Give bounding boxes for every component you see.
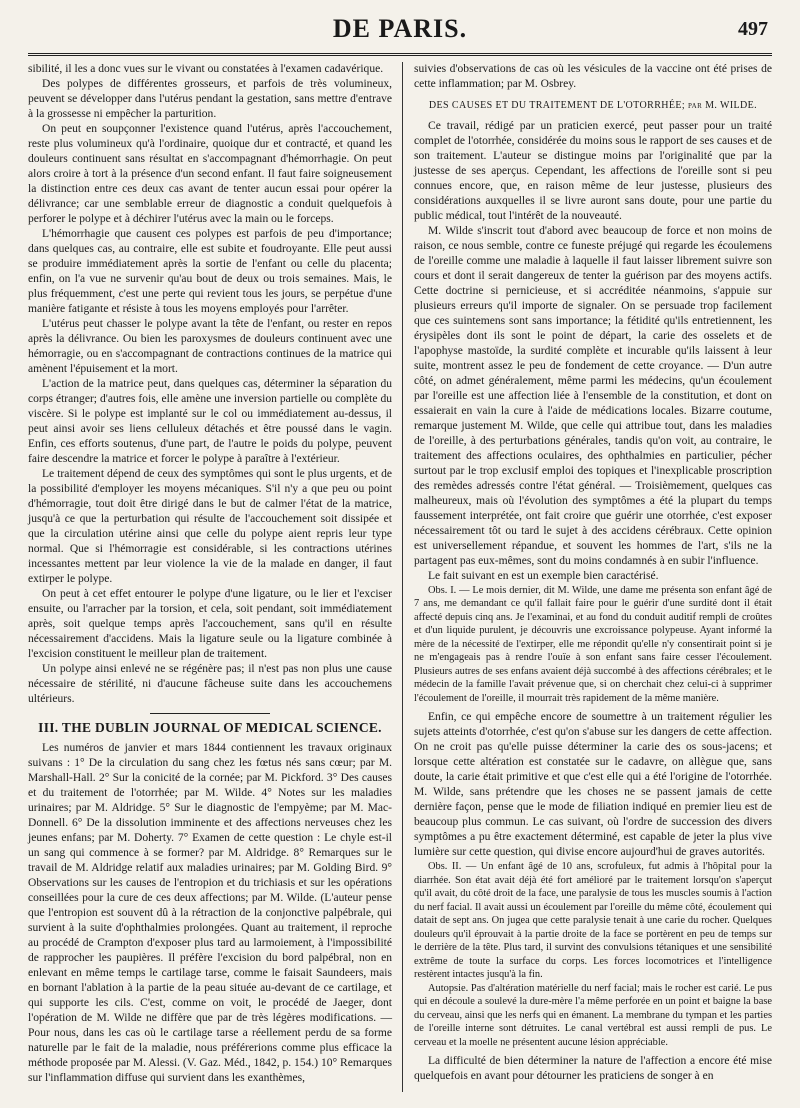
section-heading: III. THE DUBLIN JOURNAL OF MEDICAL SCIENCE. [38,720,382,735]
page-title: DE PARIS. [332,14,468,43]
paragraph: Enfin, ce qui empêche encore de soumettre à un traitement régulier les sujets atteints d'otorrhée, c'est qu'on s'abuse sur les dangers de cette affection. On ne croit pas qu'elle puisse déterminer la carie des os sous-jacens; et lorsque cette altération est constatée sur le cadavre, on allègue que, sans doute, la carie était primitive et que c'est elle qui a été l'origine de l'otorrhée. M. Wilde, sans prétendre que les choses ne se passent jamais de cette dernière façon, pense que le mode de filiation indiqué en premier lieu est de beaucoup plus commun. Le cas suivant, où l'ordre de succession des divers symptômes a pu être exactement déterminé, est capable de jeter la plus vive lumière sur cette question, qui divise encore aujourd'hui de graves autorités. [414,711,772,859]
observation-1: Obs. I. — Le mois dernier, dit M. Wilde, une dame me présenta son enfant âgé de 7 ans, me demandant ce qu'il fallait faire pour le guérir d'une surdité dont il était affecté depuis cinq ans. Je l'examinai, et au fond du conduit auditif rempli de croûtes et d'un liquide purulent, je découvris une excroissance polypeuse. Ayant informé la mère de la nécessité de l'extirper, elle me répondit qu'elle n'y consentirait point si je ne m'engageais pas à rendre l'ouïe à son enfant sans faire cesser l'écoulement. Plusieurs autres de ses enfans avaient déjà succombé à des affections cérébrales; et le médecin de la famille l'avait prévenue que, si on cherchait chez celui-ci à supprimer l'écoulement de l'oreille, il mourrait très rapidement de la même manière. [414,585,772,704]
paragraph: Les numéros de janvier et mars 1844 contiennent les travaux originaux suivans : 1° De la circulation du sang chez les fœtus nés sans cœur; par M. Marshall-Hall. 2° Sur la conicité de la cornée; par M. Pickford. 3° Des causes et du traitement de l'otorrhée; par M. Wilde. 4° Notes sur les maladies urinaires; par M. Aldridge. 5° Sur le diagnostic de l'empyème; par M. Mac-Donnell. 6° De la dissolution imminente et des affections nerveuses chez les jeunes enfans; par M. Doherty. 7° Examen de cette question : Le chyle est-il un sang qui commence à se former? par M. Aldridge. 8° Remarques sur le travail de M. Aldridge relatif aux maladies urinaires; par M. Golding Bird. 9° Observations sur les causes de l'entropion et du trichiasis et sur les opérations conseillées pour la cure de ces deux affections; par M. Wilde. (L'auteur pense que l'entropion est souvent dû à la rétraction de la conjonctive palpébrale, qui survient à la suite d'ophthalmies prolongées. Quant au traitement, il reproche au procédé de Crampton d'exposer plus tard au larmoiement, à l'impossibilité de rapprocher les paupières. Il préfère l'excision du bord palpébral, non en enlevant en même temps le cartilage tarse, comme le faisait Saundeers, mais en bornant l'ablation à la partie de la peau située au-devant de ce cartilage, et qui supporte les cils. C'est, comme on voit, le procédé de Jaeger, dont l'opération de M. Wilde ne diffère que par de très légères modifications. — Pour nous, dans les cas où le cartilage tarse a réellement perdu de sa forme naturelle par le fait de la maladie, nous préférerions comme plus efficace la méthode proposée par M. Alessi. (V. Gaz. Méd., 1842, p. 154.) 10° Remarques sur l'inflammation diffuse qui survient dans les exanthèmes, [28,742,392,1084]
page-header [28,10,772,56]
left-column [28,62,392,1086]
article-subtitle: DES CAUSES ET DU TRAITEMENT DE L'OTORRHÉE; par M. WILDE. [428,100,758,111]
page-number: 497 [738,18,768,40]
paragraph: sibilité, il les a donc vues sur le vivant ou constatées à l'examen cadavérique. [28,63,384,75]
right-column [414,62,772,1084]
autopsy-note: Autopsie. Pas d'altération matérielle du nerf facial; mais le rocher est carié. Le pus qui en découle a soulevé la dure-mère l'a même perforée en un point et baigne la base du cerveau, ainsi que les nerfs qui en émanent. La membrane du tympan et les parties de l'oreille interne sont détruites. Le canal vertébral est aussi rempli de pus. Le cerveau et la moelle ne présentent aucune lésion appréciable. [414,982,772,1048]
paragraph: Des polypes de différentes grosseurs, et parfois de très volumineux, peuvent se développer dans l'utérus pendant la gestation, sans mettre d'entrave à la grossesse ni empêcher la parturition. [28,78,392,120]
paragraph: L'action de la matrice peut, dans quelques cas, déterminer la séparation du corps étranger; d'autres fois, elle amène une inversion partielle ou complète du viscère. Si le polype est implanté sur le col ou immédiatement au-dessus, il peut ainsi avoir ses liens celluleux détachés et être poussé dans le vagin. Enfin, ces efforts soutenus, d'une part, de l'autre le poids du polype, peuvent faire descendre la matrice et forcer le polype à paraître à l'extérieur. [28,378,392,465]
paragraph: On peut en soupçonner l'existence quand l'utérus, après l'accouchement, reste plus volumineux qu'à l'ordinaire, quoique dur et contracté, et quand les douleurs continuent sans résultat en s'accompagnant d'hémorrhagie. On peut alors croire à tort à la présence d'un second enfant. Il faut faire soigneusement la distinction entre ces deux cas avant de tenter aucun essai pour opérer la délivrance; car une semblable erreur de diagnostic a conduit quelquefois à perforer le polype et à déchirer l'utérus avec la main ou le forceps. [28,123,392,225]
paragraph: suivies d'observations de cas où les vésicules de la vaccine ont été prises de cette inflammation; par M. Osbrey. [414,63,772,90]
paragraph: L'hémorrhagie que causent ces polypes est parfois de peu d'importance; dans quelques cas, au contraire, elle est subite et foudroyante. Elle peut aussi se produire immédiatement après la sortie de l'enfant ou celle du placenta; enfin, on l'a vue ne survenir qu'au bout de deux ou trois semaines. Mais, le plus fréquemment, c'est une perte qui revient tous les jours, se perpétue d'une manière fatigante et résiste à tous les moyens employés pour l'arrêter. [28,228,392,315]
paragraph: On peut à cet effet entourer le polype d'une ligature, ou le lier et l'exciser ensuite, ou l'arracher par la torsion, et cela, soit pendant, soit immédiatement après, soit quelque temps après l'accouchement, sans qu'il en résulte nécessairement d'accidens. Mais la ligature seule ou la ligature combinée à l'excision constituent le meilleur plan de traitement. [28,588,392,660]
paragraph: M. Wilde s'inscrit tout d'abord avec beaucoup de force et non moins de raison, ce nous semble, contre ce funeste préjugé qui regarde les écoulemens de l'oreille comme une maladie à laquelle il faut laisser librement suivre son cours et dont il serait dangereux de tenter la guérison par des moyens actifs. Cette doctrine si pernicieuse, et si accréditée néanmoins, s'appuie sur plusieurs erreurs qu'il importe de signaler. On se persuade trop facilement que ces suintemens sont sans importance; la fétidité qu'ils entretiennent, les érysipèles dont ils sont le point de départ, la carie des osselets et de l'apophyse mastoïde, la surdité complète et incurable qu'ils laissent à leur suite, montrent assez le peu de fondement de cette croyance. — D'un autre côté, on admet généralement, même parmi les médecins, qu'un écoulement par l'oreille est une affection liée à l'ensemble de la constitution, et dont on essaierait en vain la cure à l'aide de médications locales. Bizarre coutume, remarque justement M. Wilde, que celle qui attribue tout, dans les maladies de l'oreille, à des perturbations générales, tandis qu'on voit, au contraire, le traitement des affections oculaires, des ophthalmies en particulier, pécher surtout par le trop exclusif emploi des topiques et l'inexplicable proscription des remèdes adressés contre l'état général. — Troisièmement, quelques cas malheureux, mais où l'évolution des symptômes a été la plupart du temps faussement interprétée, ont fait croire que guérir une otorrhée, c'est exposer nécessairement tôt ou tard le sujet à des accidens cérébraux. Cette opinion est universellement répandue, et souvent les hommes de l'art, s'ils ne la partagent pas eux-mêmes, sont du moins condamnés à en subir l'influence. [414,225,772,567]
observation-2: Obs. II. — Un enfant âgé de 10 ans, scrofuleux, fut admis à l'hôpital pour la diarrhée. Son état avait déjà été fort amélioré par le traitement lorsqu'on s'aperçut qu'il avait, du côté droit de la face, une paralysie de tous les muscles soumis à l'action du nerf facial. Il avait aussi un écoulement par l'oreille du même côté, écoulement qui datait de sept ans. On jugea que cette paralysie tenait à une carie du rocher. Quelques douleurs qu'il éprouvait à la partie droite de la face se portèrent en peu de temps sur le derrière de la tête. Plus tard, il survint des convulsions tétaniques et une sensibilité extrême de toute la surface du corps. Les forces locomotrices et l'intelligence restèrent intactes jusqu'à la fin. [414,861,772,981]
column-divider [402,62,403,1092]
paragraph: Le traitement dépend de ceux des symptômes qui sont le plus urgents, et de la possibilité d'employer les moyens mécaniques. S'il n'y a que peu ou point d'hémorragie, tout doit être dirigé dans le but de calmer l'état de la matrice, jusqu'à ce que la perturbation qui résulte de l'accouchement soit dissipée et que la circulation utérine ainsi que celle du polype aient repris leur type normal. Que si l'hémorragie est considérable, si les contractions utérines incessantes mettent par leur violence la vie de la malade en danger, il faut extirper le polype. [28,468,392,585]
section-divider [150,713,270,714]
paragraph: Ce travail, rédigé par un praticien exercé, peut passer pour un traité complet de l'otorrhée, considérée du moins sous le rapport de ses causes et de son traitement. L'auteur se distingue moins par l'originalité que par la justesse de ses aperçus. Cependant, les affections de l'oreille sont si peu connues encore, que, en raison même de leur justesse, plusieurs des considérations auxquelles il se livre auront sans doute, pour une partie du public médical, tout l'intérêt de la nouveauté. [414,120,772,222]
paragraph: La difficulté de bien déterminer la nature de l'affection a encore été mise quelquefois en avant pour détourner les praticiens de songer à en [414,1055,772,1083]
paragraph: Le fait suivant en est un exemple bien caractérisé. [428,570,659,582]
paragraph: Un polype ainsi enlevé ne se régénère pas; il n'est pas non plus une cause nécessaire de stérilité, ni d'aucune fâcheuse suite dans les accouchemens ultérieurs. [28,663,392,705]
paragraph: L'utérus peut chasser le polype avant la tête de l'enfant, ou rester en repos après la délivrance. Ou bien les paroxysmes de douleurs continuent avec une hémorragie, ou en s'accompagnant de contractions continues de la matrice qui amènent l'épuisement et la mort. [28,318,392,375]
